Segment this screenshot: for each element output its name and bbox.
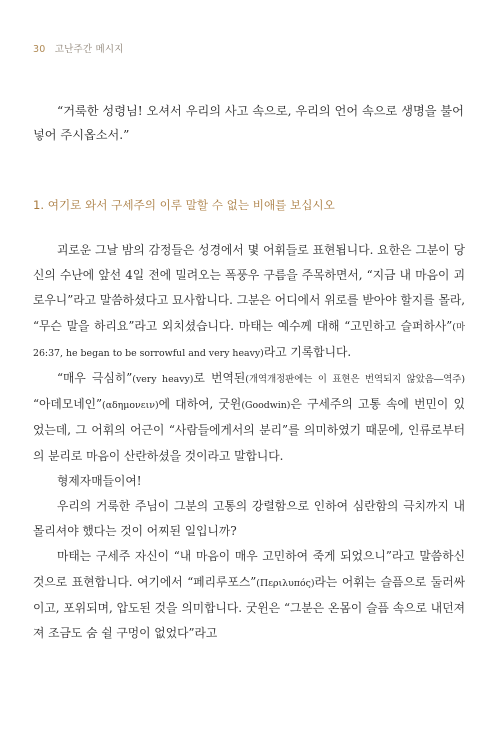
paragraph-5: 마태는 구세주 자신이 “내 마음이 매우 고민하여 죽게 되었으니”라고 말씀하신 것으로 표현합니다. 여기에서 “페리루포스”(Περιλυπός)라는 어휘는 슬픔으로 둘러싸이고, 포위되며, 압도된 것을 의미합니다. 굿윈은 “그분은 온몸이 슬픔 속으로 내던져져 조금도 숨 쉴 구멍이 없었다”라고 [33, 549, 465, 641]
opening-prayer: “거룩한 성령님! 오셔서 우리의 사고 속으로, 우리의 언어 속으로 생명을 불어넣어 주시옵소서.” [33, 104, 464, 142]
scripture-reference: (마 26:37, he began to be sorrowful and very heavy) [33, 321, 465, 359]
paragraph-4: 우리의 거룩한 주님이 그분의 고통의 강렬함으로 인하여 심란함의 극치까지 내몰리셔야 했다는 것이 어찌된 일입니까? [33, 499, 465, 539]
book-title: 고난주간 메시지 [54, 44, 124, 55]
page-number: 30 [33, 44, 46, 55]
paragraph-1: 괴로운 그날 밤의 감정들은 성경에서 몇 어휘들로 표현됩니다. 요한은 그분이 당신의 수난에 앞선 4일 전에 밀려오는 폭풍우 구름을 주목하면서, “지금 내 마음이 괴로우니”라고 말씀하셨다고 묘사합니다. 그분은 어디에서 위로를 받아야 할지를 몰라, “무슨 말을 하리요”라고 외치셨습니다. 마태는 예수께 대해 “고민하고 슬퍼하사”(마 26:37, he began to be sorrowful and very heavy)라고 기록합니다. [33, 243, 465, 359]
paragraph-3: 형제자매들이여! [57, 473, 142, 488]
body-text [33, 238, 465, 646]
running-header [33, 41, 124, 55]
paragraph-2: “매우 극심히”(very heavy)로 번역된(개역개정판에는 이 표현은 번역되지 않았음―역주) “아데모네인”(αδημονειν)에 대하여, 굿윈(Goodwin)은 구세주의 고통 속에 번민이 있었는데, 그 어휘의 어근이 “사람들에게서의 분리”를 의미하였기 때문에, 인류로부터의 분리로 마음이 산란하셨을 것이라고 말합니다. [33, 371, 465, 463]
translator-note: (개역개정판에는 이 표현은 번역되지 않았음―역주) [245, 374, 465, 386]
section-heading: 1. 여기로 와서 구세주의 이루 말할 수 없는 비애를 보십시오 [33, 198, 335, 212]
